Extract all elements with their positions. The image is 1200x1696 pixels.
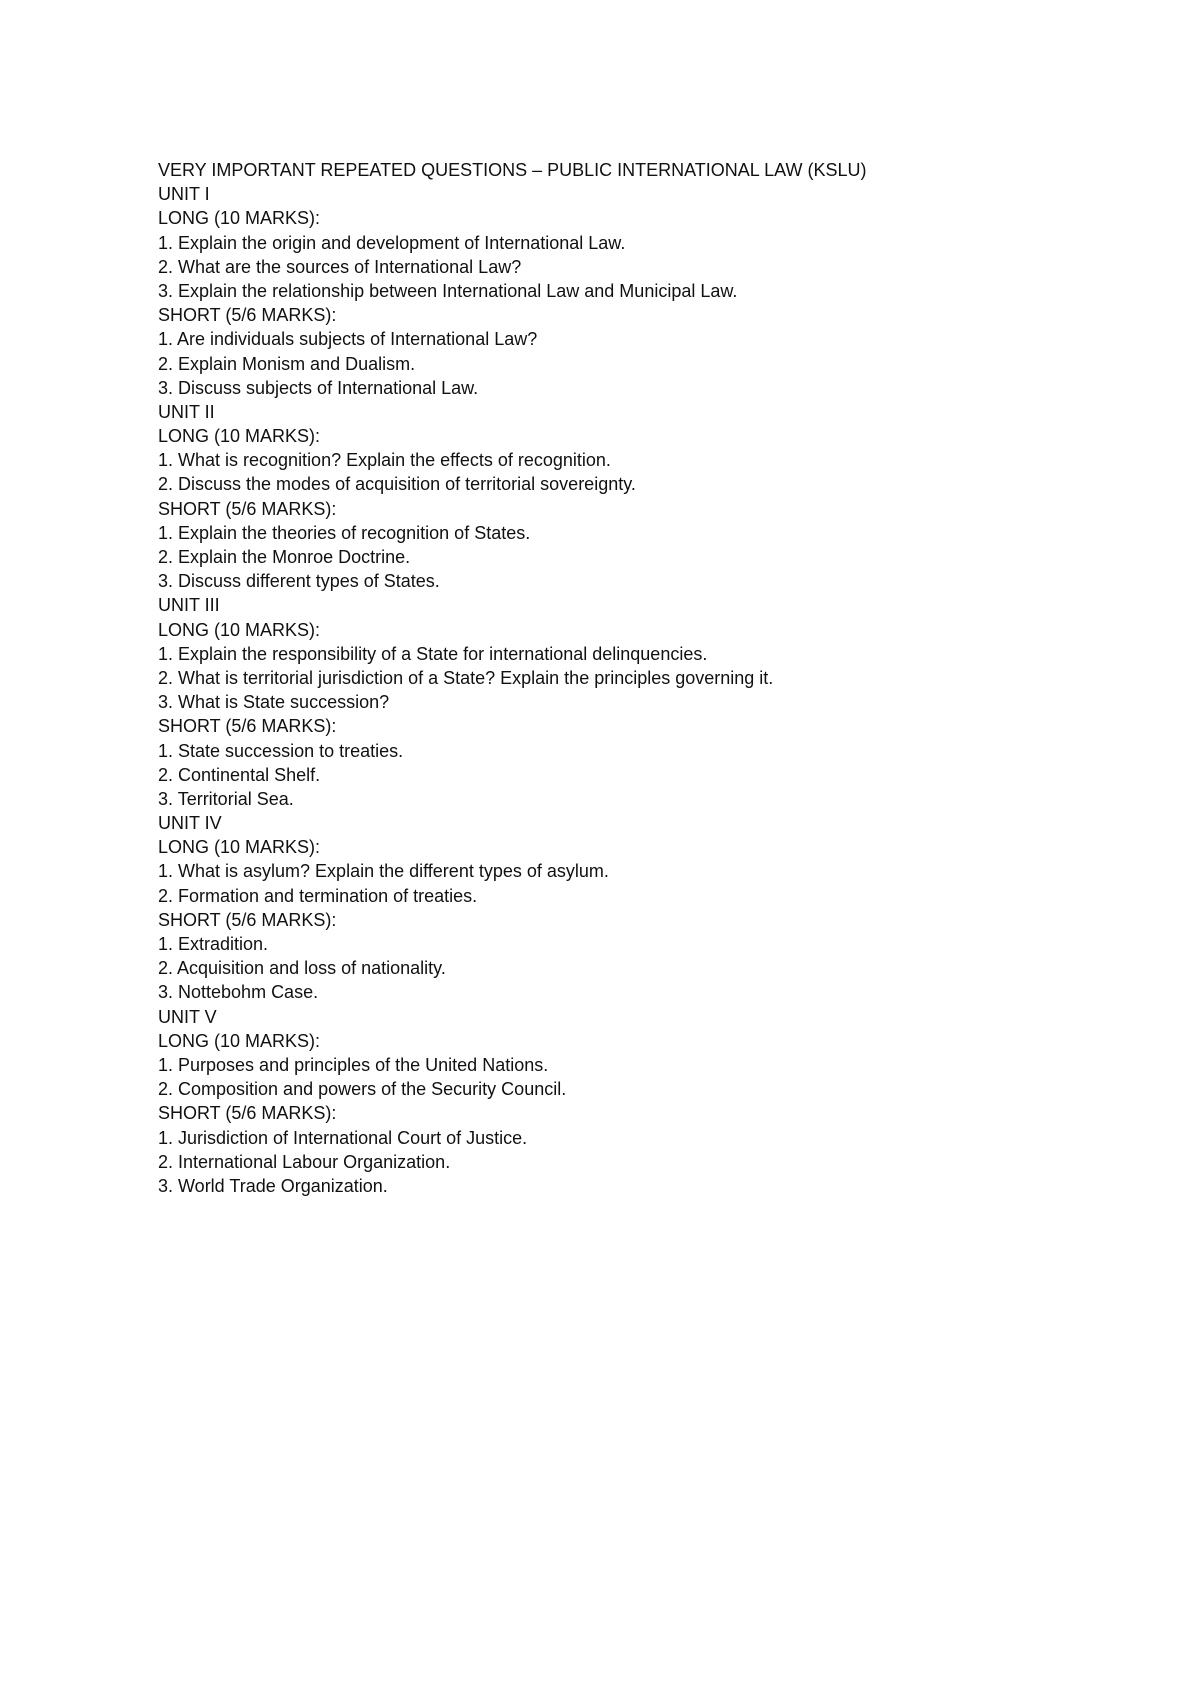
unit-heading: UNIT V xyxy=(158,1006,217,1027)
long-question: 1. Purposes and principles of the United Nations. xyxy=(158,1054,549,1075)
unit-heading: UNIT II xyxy=(158,401,215,422)
long-question: 1. What is asylum? Explain the different types of asylum. xyxy=(158,861,609,882)
short-question: 3. Discuss different types of States. xyxy=(158,571,440,592)
long-question: 2. Formation and termination of treaties. xyxy=(158,885,478,906)
long-question: 1. Explain the responsibility of a State for international delinquencies. xyxy=(158,643,708,664)
long-question: 2. What are the sources of International Law? xyxy=(158,256,522,277)
short-question: 1. Jurisdiction of International Court of Justice. xyxy=(158,1127,528,1148)
short-question: 2. International Labour Organization. xyxy=(158,1151,451,1172)
unit-heading: UNIT IV xyxy=(158,813,222,834)
short-question: 1. Are individuals subjects of International Law? xyxy=(158,329,538,350)
long-section-heading: LONG (10 MARKS): xyxy=(158,619,321,640)
document-content xyxy=(158,158,1158,1198)
short-section-heading: SHORT (5/6 MARKS): xyxy=(158,305,337,326)
unit-heading: UNIT III xyxy=(158,595,220,616)
long-question: 2. Composition and powers of the Security Council. xyxy=(158,1079,567,1100)
short-question: 2. Explain Monism and Dualism. xyxy=(158,353,416,374)
long-question: 3. What is State succession? xyxy=(158,692,390,713)
long-question: 2. What is territorial jurisdiction of a State? Explain the principles governing it. xyxy=(158,667,774,688)
long-question: 1. What is recognition? Explain the effects of recognition. xyxy=(158,450,611,471)
short-question: 3. Territorial Sea. xyxy=(158,788,294,809)
short-question: 2. Continental Shelf. xyxy=(158,764,321,785)
short-question: 3. Discuss subjects of International Law. xyxy=(158,377,479,398)
long-question: 3. Explain the relationship between International Law and Municipal Law. xyxy=(158,280,738,301)
short-section-heading: SHORT (5/6 MARKS): xyxy=(158,1103,337,1124)
short-section-heading: SHORT (5/6 MARKS): xyxy=(158,498,337,519)
long-section-heading: LONG (10 MARKS): xyxy=(158,837,321,858)
short-question: 1. State succession to treaties. xyxy=(158,740,404,761)
unit-heading: UNIT I xyxy=(158,184,210,205)
short-question: 2. Acquisition and loss of nationality. xyxy=(158,958,446,979)
long-section-heading: LONG (10 MARKS): xyxy=(158,208,321,229)
long-section-heading: LONG (10 MARKS): xyxy=(158,1030,321,1051)
short-question: 3. Nottebohm Case. xyxy=(158,982,319,1003)
short-section-heading: SHORT (5/6 MARKS): xyxy=(158,716,337,737)
long-question: 2. Discuss the modes of acquisition of territorial sovereignty. xyxy=(158,474,636,495)
short-question: 1. Explain the theories of recognition of States. xyxy=(158,522,531,543)
long-question: 1. Explain the origin and development of International Law. xyxy=(158,232,626,253)
document-title: VERY IMPORTANT REPEATED QUESTIONS – PUBLIC INTERNATIONAL LAW (KSLU) xyxy=(158,160,867,180)
long-section-heading: LONG (10 MARKS): xyxy=(158,426,321,447)
short-section-heading: SHORT (5/6 MARKS): xyxy=(158,909,337,930)
short-question: 3. World Trade Organization. xyxy=(158,1175,388,1196)
short-question: 1. Extradition. xyxy=(158,934,269,954)
short-question: 2. Explain the Monroe Doctrine. xyxy=(158,547,411,567)
